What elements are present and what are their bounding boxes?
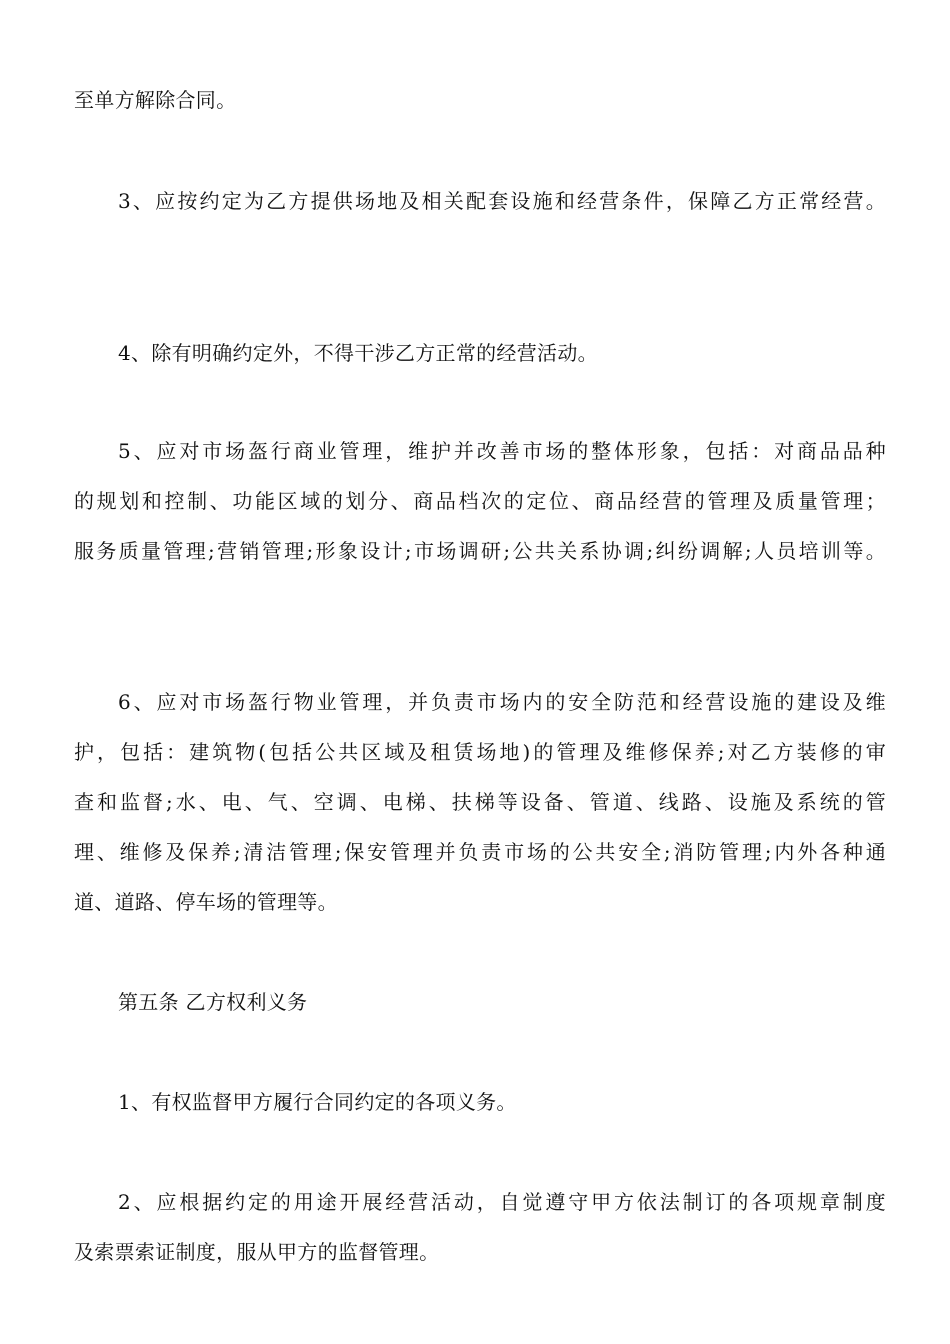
clause-5-line-3: 服务质量管理;营销管理;形象设计;市场调研;公共关系协调;纠纷调解;人员培训等。: [74, 539, 886, 563]
section-heading-article-5: 第五条 乙方权利义务: [118, 990, 308, 1014]
clause-4: 4、除有明确约定外，不得干涉乙方正常的经营活动。: [118, 341, 598, 365]
clause-6-line-2: 护，包括：建筑物(包括公共区域及租赁场地)的管理及维修保养;对乙方装修的审: [74, 740, 886, 764]
article-5-clause-1: 1、有权监督甲方履行合同约定的各项义务。: [118, 1090, 517, 1114]
clause-5-line-1: 5、应对市场盔行商业管理，维护并改善市场的整体形象，包括：对商品品种: [118, 439, 886, 463]
text-line-continuation: 至单方解除合同。: [74, 88, 237, 112]
clause-6-line-4: 理、维修及保养;清洁管理;保安管理并负责市场的公共安全;消防管理;内外各种通: [74, 840, 886, 864]
clause-6-line-5: 道、道路、停车场的管理等。: [74, 890, 338, 914]
article-5-clause-2-line-1: 2、应根据约定的用途开展经营活动，自觉遵守甲方依法制订的各项规章制度: [118, 1190, 886, 1214]
clause-6-line-3: 查和监督;水、电、气、空调、电梯、扶梯等设备、管道、线路、设施及系统的管: [74, 790, 886, 814]
clause-3: 3、应按约定为乙方提供场地及相关配套设施和经营条件，保障乙方正常经营。: [118, 189, 886, 213]
clause-5-line-2: 的规划和控制、功能区域的划分、商品档次的定位、商品经营的管理及质量管理；: [74, 489, 886, 513]
clause-6-line-1: 6、应对市场盔行物业管理，并负责市场内的安全防范和经营设施的建设及维: [118, 690, 886, 714]
article-5-clause-2-line-2: 及索票索证制度，服从甲方的监督管理。: [74, 1240, 440, 1264]
